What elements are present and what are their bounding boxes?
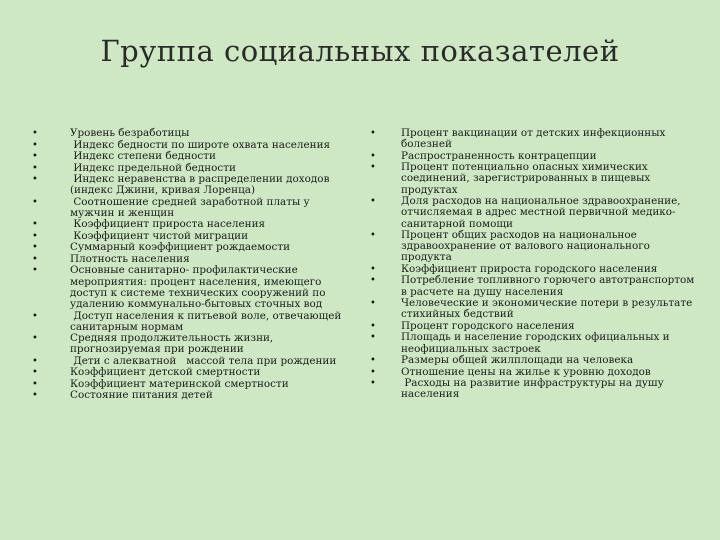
bullet-icon: • bbox=[370, 332, 376, 344]
list-item-text: Коэффициент материнской смертности bbox=[70, 377, 289, 390]
list-item bbox=[370, 378, 695, 400]
bullet-icon: • bbox=[32, 230, 38, 242]
list-item bbox=[370, 162, 695, 196]
bullet-icon: • bbox=[32, 139, 38, 151]
bullet-icon: • bbox=[32, 128, 38, 139]
list-item bbox=[370, 196, 695, 230]
list-item-text: Доступ населения к питьевой воле, отвечающей санитарным нормам bbox=[70, 309, 345, 333]
list-item bbox=[32, 174, 350, 196]
list-item-text: Уровень безработицы bbox=[70, 127, 190, 139]
bullet-icon: • bbox=[32, 333, 38, 345]
bullet-icon: • bbox=[370, 320, 376, 332]
list-item-text: Размеры общей жилплощади на человека bbox=[401, 354, 634, 367]
list-item-text: Процент городского населения bbox=[401, 319, 575, 332]
list-item bbox=[32, 151, 350, 162]
list-item-text: Потребление топливного горючего автотранспортом в расчете на душу населения bbox=[401, 274, 698, 298]
list-item-text: Коэффициент чистой миграции bbox=[70, 229, 249, 242]
bullet-icon: • bbox=[32, 242, 38, 254]
list-item-text: Распространенность контрацепции bbox=[401, 149, 597, 162]
list-item-text: Плотность населения bbox=[70, 252, 190, 265]
list-item-text: Индекс неравенства в распределении доходов (индекс Джини, кривая Лоренца) bbox=[70, 173, 333, 197]
bullet-icon: • bbox=[370, 275, 376, 287]
bullet-icon: • bbox=[32, 378, 38, 390]
bullet-icon: • bbox=[32, 162, 38, 174]
list-item-text: Коэффициент прироста городского населения bbox=[401, 262, 658, 275]
list-item bbox=[370, 274, 698, 298]
list-item bbox=[32, 242, 350, 253]
bullet-icon: • bbox=[32, 174, 38, 185]
bullet-icon: • bbox=[32, 355, 38, 367]
list-item-text: Соотношение средней заработной платы у мужчин и женщин bbox=[70, 195, 313, 219]
list-item-text: Основные санитарно- профилактические мероприятия: процент населения, имеющего доступ к системе технических сооружений по удалению коммунально-бытовых сточных вод bbox=[70, 264, 329, 311]
list-item bbox=[32, 333, 350, 355]
bullet-icon: • bbox=[370, 355, 376, 367]
list-item bbox=[370, 298, 695, 320]
list-item bbox=[32, 219, 350, 230]
list-item-text: Процент потенциально опасных химических соединений, зарегистрированных в пищевых продуктах bbox=[401, 161, 654, 196]
bullet-icon: • bbox=[370, 150, 376, 162]
bullet-icon: • bbox=[32, 151, 38, 162]
list-item-text: Коэффициент прироста населения bbox=[70, 218, 266, 231]
list-item-text: Доля расходов на национальное здравоохранение, отчисляемая в адрес местной первичной медико-санитарной помощи bbox=[401, 195, 684, 230]
list-item bbox=[32, 311, 350, 333]
list-item bbox=[32, 367, 350, 378]
bullet-icon: • bbox=[32, 219, 38, 231]
bullet-icon: • bbox=[370, 366, 376, 378]
list-item-text: Коэффициент детской смертности bbox=[70, 366, 261, 379]
bullet-icon: • bbox=[370, 298, 376, 310]
list-item-text: Индекс предельной бедности bbox=[70, 161, 236, 174]
right-indicator-list bbox=[370, 127, 698, 401]
list-item bbox=[370, 332, 695, 354]
list-item-text: Человеческие и экономические потери в результате стихийных бедствий bbox=[401, 297, 696, 321]
list-item-text: Суммарный коэффициент рождаемости bbox=[70, 241, 291, 254]
bullet-icon: • bbox=[370, 230, 376, 242]
list-item-text: Процент вакцинации от детских инфекционных болезней bbox=[401, 127, 669, 151]
list-item-text: Процент общих расходов на национальное здравоохранение от валового национального продукта bbox=[401, 229, 654, 264]
bullet-icon: • bbox=[370, 128, 376, 139]
list-item bbox=[32, 390, 350, 401]
bullet-icon: • bbox=[370, 378, 376, 390]
list-item-text: Средняя продолжительность жизни, прогнозируемая при рождении bbox=[70, 332, 277, 356]
list-item-text: Отношение цены на жилье к уровню доходов bbox=[401, 365, 651, 378]
list-item bbox=[370, 128, 695, 150]
list-item bbox=[370, 230, 695, 264]
list-item-text: Дети с алекватной массой тела при рождении bbox=[70, 354, 337, 367]
bullet-icon: • bbox=[32, 310, 38, 322]
bullet-icon: • bbox=[32, 265, 38, 277]
list-item-text: Расходы на развитие инфраструктуры на душу населения bbox=[401, 377, 668, 401]
bullet-icon: • bbox=[32, 367, 38, 379]
list-item bbox=[32, 197, 350, 219]
slide-title: Группа социальных показателей bbox=[100, 34, 620, 68]
bullet-icon: • bbox=[370, 162, 376, 174]
list-item bbox=[32, 265, 350, 310]
bullet-icon: • bbox=[32, 196, 38, 208]
list-item-text: Индекс степени бедности bbox=[70, 150, 216, 162]
list-item-text: Площадь и население городских официальных и неофициальных застроек bbox=[401, 331, 673, 355]
bullet-icon: • bbox=[370, 196, 376, 208]
list-item bbox=[370, 355, 695, 366]
bullet-icon: • bbox=[32, 390, 38, 402]
list-item-text: Состояние питания детей bbox=[70, 389, 213, 402]
list-item-text: Индекс бедности по широте охвата населения bbox=[70, 138, 331, 151]
left-indicator-list bbox=[32, 128, 350, 402]
bullet-icon: • bbox=[370, 263, 376, 275]
list-item bbox=[32, 128, 350, 139]
bullet-icon: • bbox=[32, 253, 38, 265]
